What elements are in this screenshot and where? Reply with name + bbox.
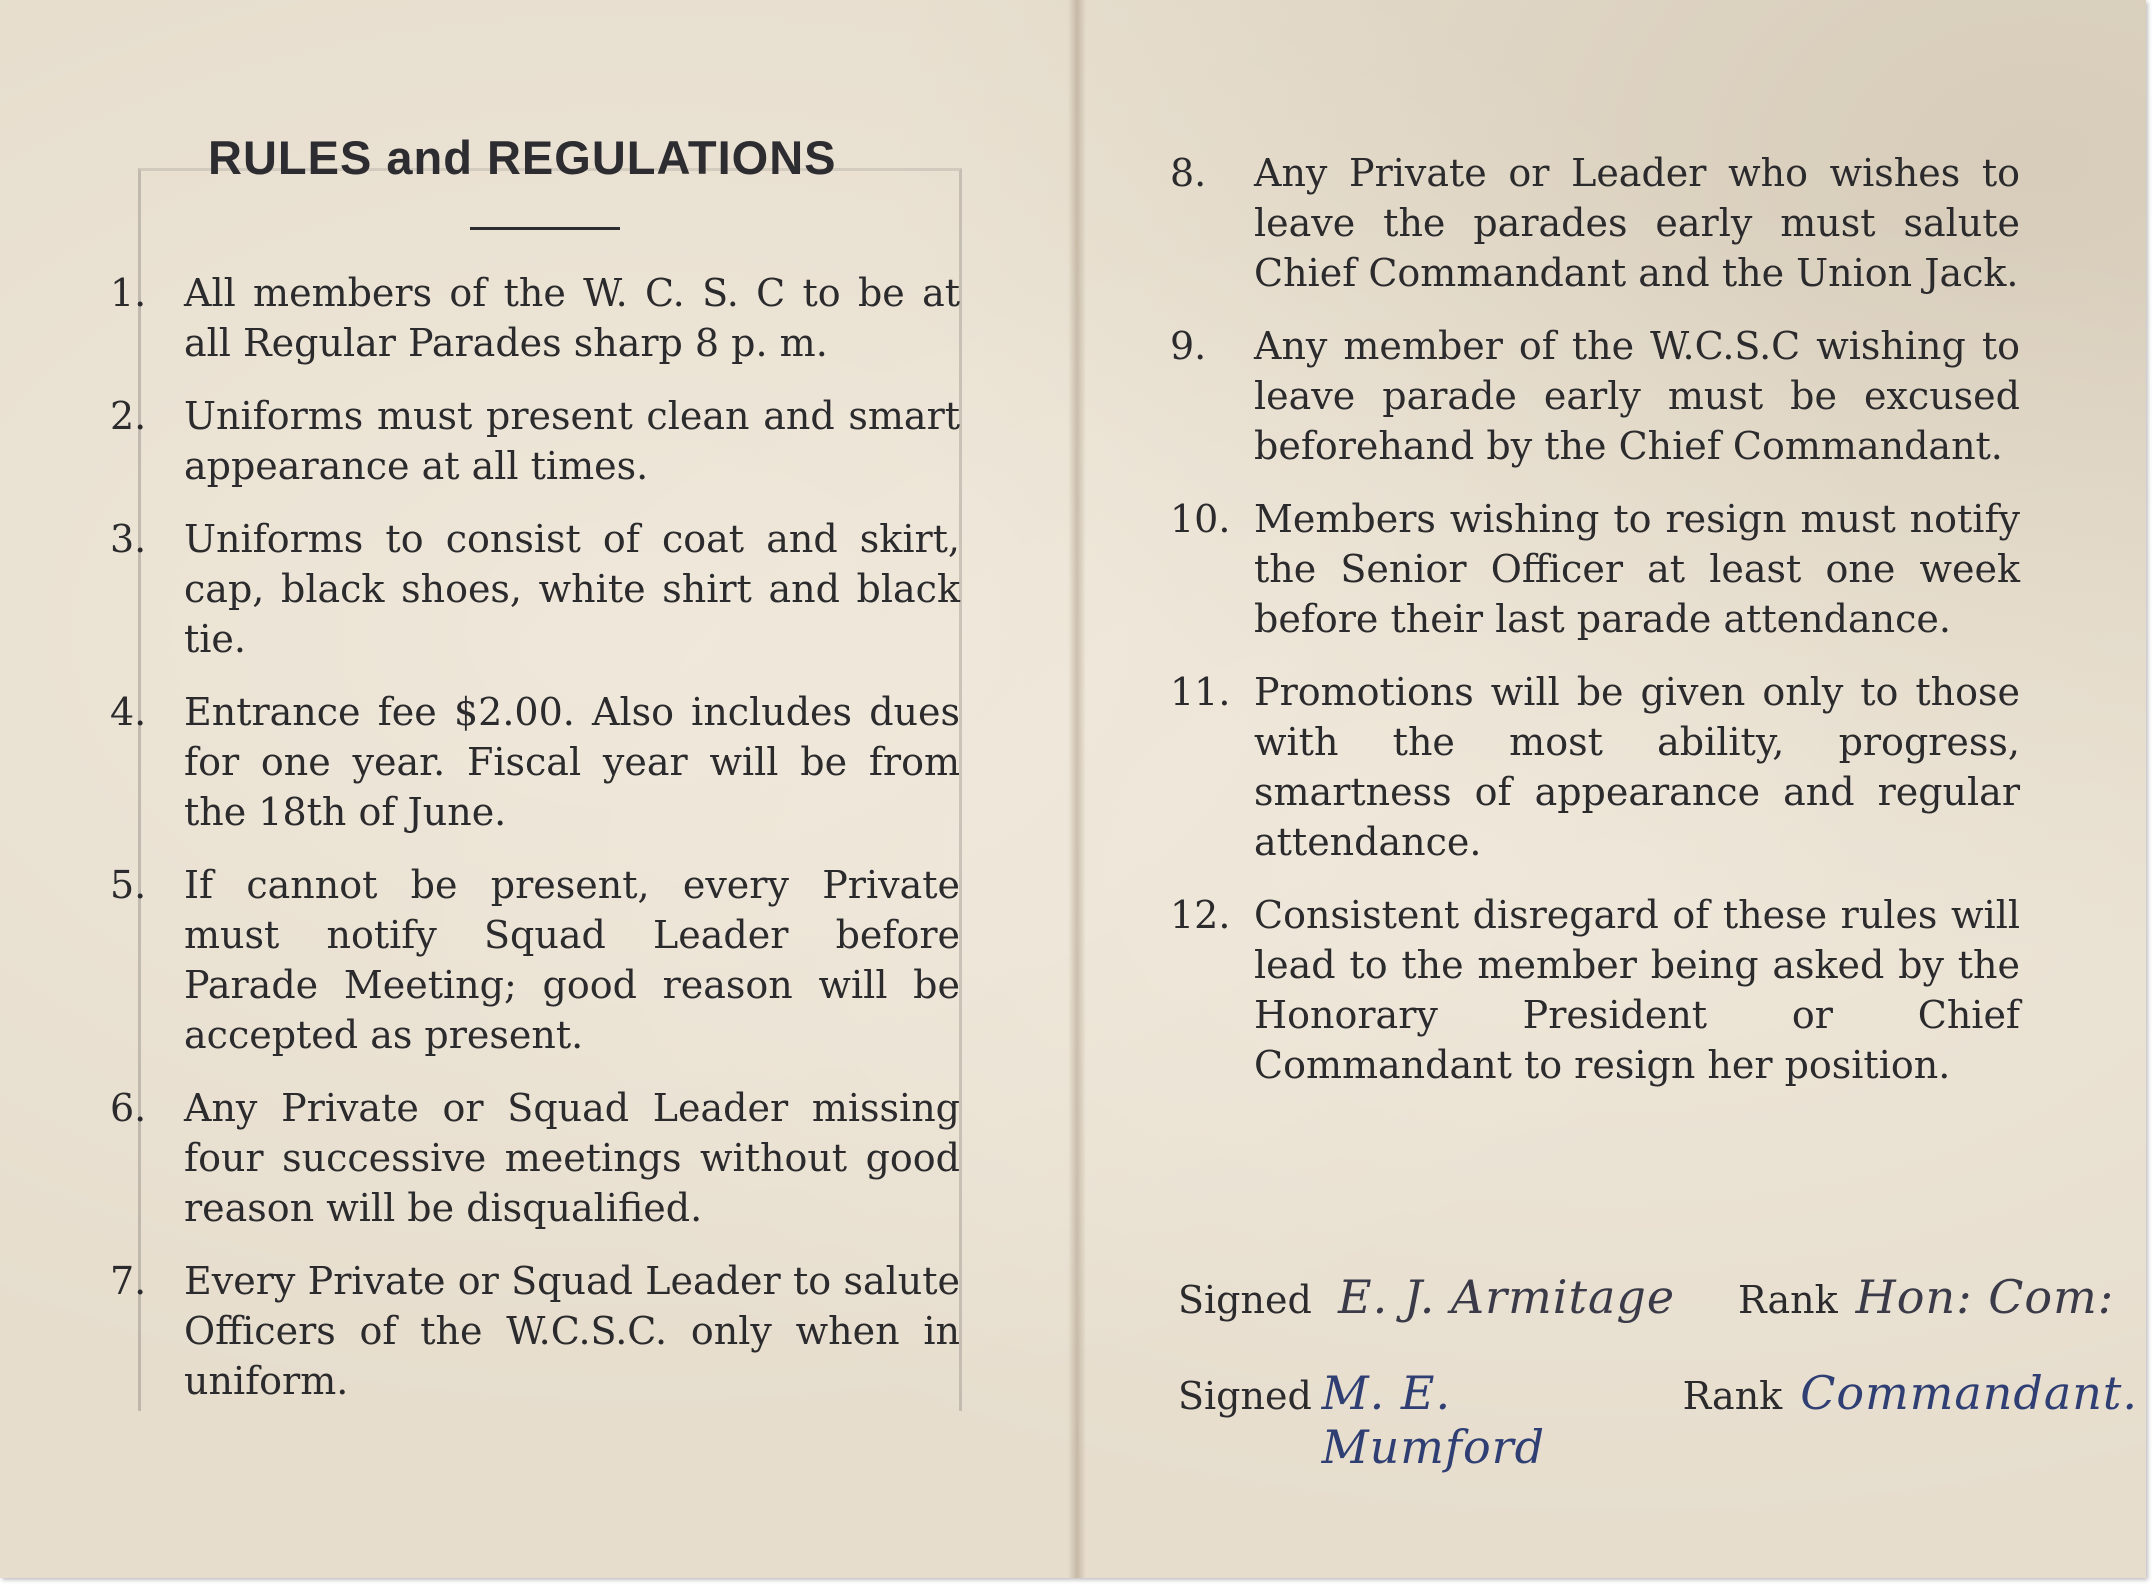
rule-text: All members of the W. C. S. C to be at all Regular Parades sharp 8 p. m. (184, 271, 960, 365)
signature-block (1178, 1270, 2138, 1474)
rule-item (110, 1083, 960, 1233)
rule-number: 1. (110, 271, 147, 315)
rule-number: 11. (1170, 670, 1231, 714)
signed-label: Signed (1178, 1374, 1312, 1418)
rule-item (1170, 321, 2020, 471)
rule-item (110, 687, 960, 837)
rule-item (1170, 148, 2020, 298)
rule-text: If cannot be present, every Private must notify Squad Leader before Parade Meeting; good reason will be accepted as present. (184, 863, 960, 1057)
rule-item (1170, 667, 2020, 867)
rule-text: Every Private or Squad Leader to salute Officers of the W.C.S.C. only when in uniform. (184, 1259, 960, 1403)
rule-text: Uniforms to consist of coat and skirt, cap, black shoes, white shirt and black tie. (184, 517, 960, 661)
rule-number: 3. (110, 517, 147, 561)
signature-row (1178, 1270, 2138, 1366)
rule-number: 8. (1170, 151, 1207, 195)
rule-text: Members wishing to resign must notify the Senior Officer at least one week before their last parade attendance. (1254, 497, 2020, 641)
rule-number: 5. (110, 863, 147, 907)
rule-number: 10. (1170, 497, 1231, 541)
rule-item (110, 860, 960, 1060)
rule-text: Any member of the W.C.S.C wishing to leave parade early must be excused beforehand by the Chief Commandant. (1254, 324, 2020, 468)
rule-item (110, 268, 960, 368)
rule-text: Any Private or Squad Leader missing four successive meetings without good reason will be disqualified. (184, 1086, 960, 1230)
rule-text: Uniforms must present clean and smart appearance at all times. (184, 394, 960, 488)
signature-rank: Hon: Com: (1855, 1270, 2115, 1324)
rank-label: Rank (1738, 1278, 1838, 1322)
rule-item (110, 391, 960, 491)
right-page (1170, 148, 2020, 1113)
rule-item (110, 1256, 960, 1406)
signed-label: Signed (1178, 1278, 1312, 1322)
page-title: RULES and REGULATIONS (208, 131, 837, 184)
signature-row (1178, 1366, 2138, 1474)
rules-list-left (110, 268, 960, 1406)
rule-number: 6. (110, 1086, 147, 1130)
rule-number: 12. (1170, 893, 1231, 937)
rule-number: 7. (110, 1259, 147, 1303)
rule-number: 4. (110, 690, 147, 734)
rule-text: Entrance fee $2.00. Also includes dues for one year. Fiscal year will be from the 18th of June. (184, 690, 960, 834)
signature-name: E. J. Armitage (1338, 1270, 1676, 1324)
rule-item (1170, 890, 2020, 1090)
center-fold (1068, 0, 1086, 1578)
rule-text: Consistent disregard of these rules will lead to the member being asked by the Honorary President or Chief Commandant to resign her position. (1254, 893, 2020, 1087)
rule-item (110, 514, 960, 664)
rule-number: 2. (110, 394, 147, 438)
title-divider (470, 227, 620, 230)
rule-item (1170, 494, 2020, 644)
left-page (110, 130, 960, 1429)
signature-rank: Commandant. (1800, 1366, 2138, 1420)
rule-text: Promotions will be given only to those with the most ability, progress, smartness of appearance and regular attendance. (1254, 670, 2020, 864)
rule-number: 9. (1170, 324, 1207, 368)
rank-label: Rank (1682, 1374, 1783, 1418)
signature-name: M. E. Mumford (1321, 1366, 1546, 1474)
rule-text: Any Private or Leader who wishes to leave the parades early must salute Chief Commandant and the Union Jack. (1254, 151, 2020, 295)
rules-list-right (1170, 148, 2020, 1090)
